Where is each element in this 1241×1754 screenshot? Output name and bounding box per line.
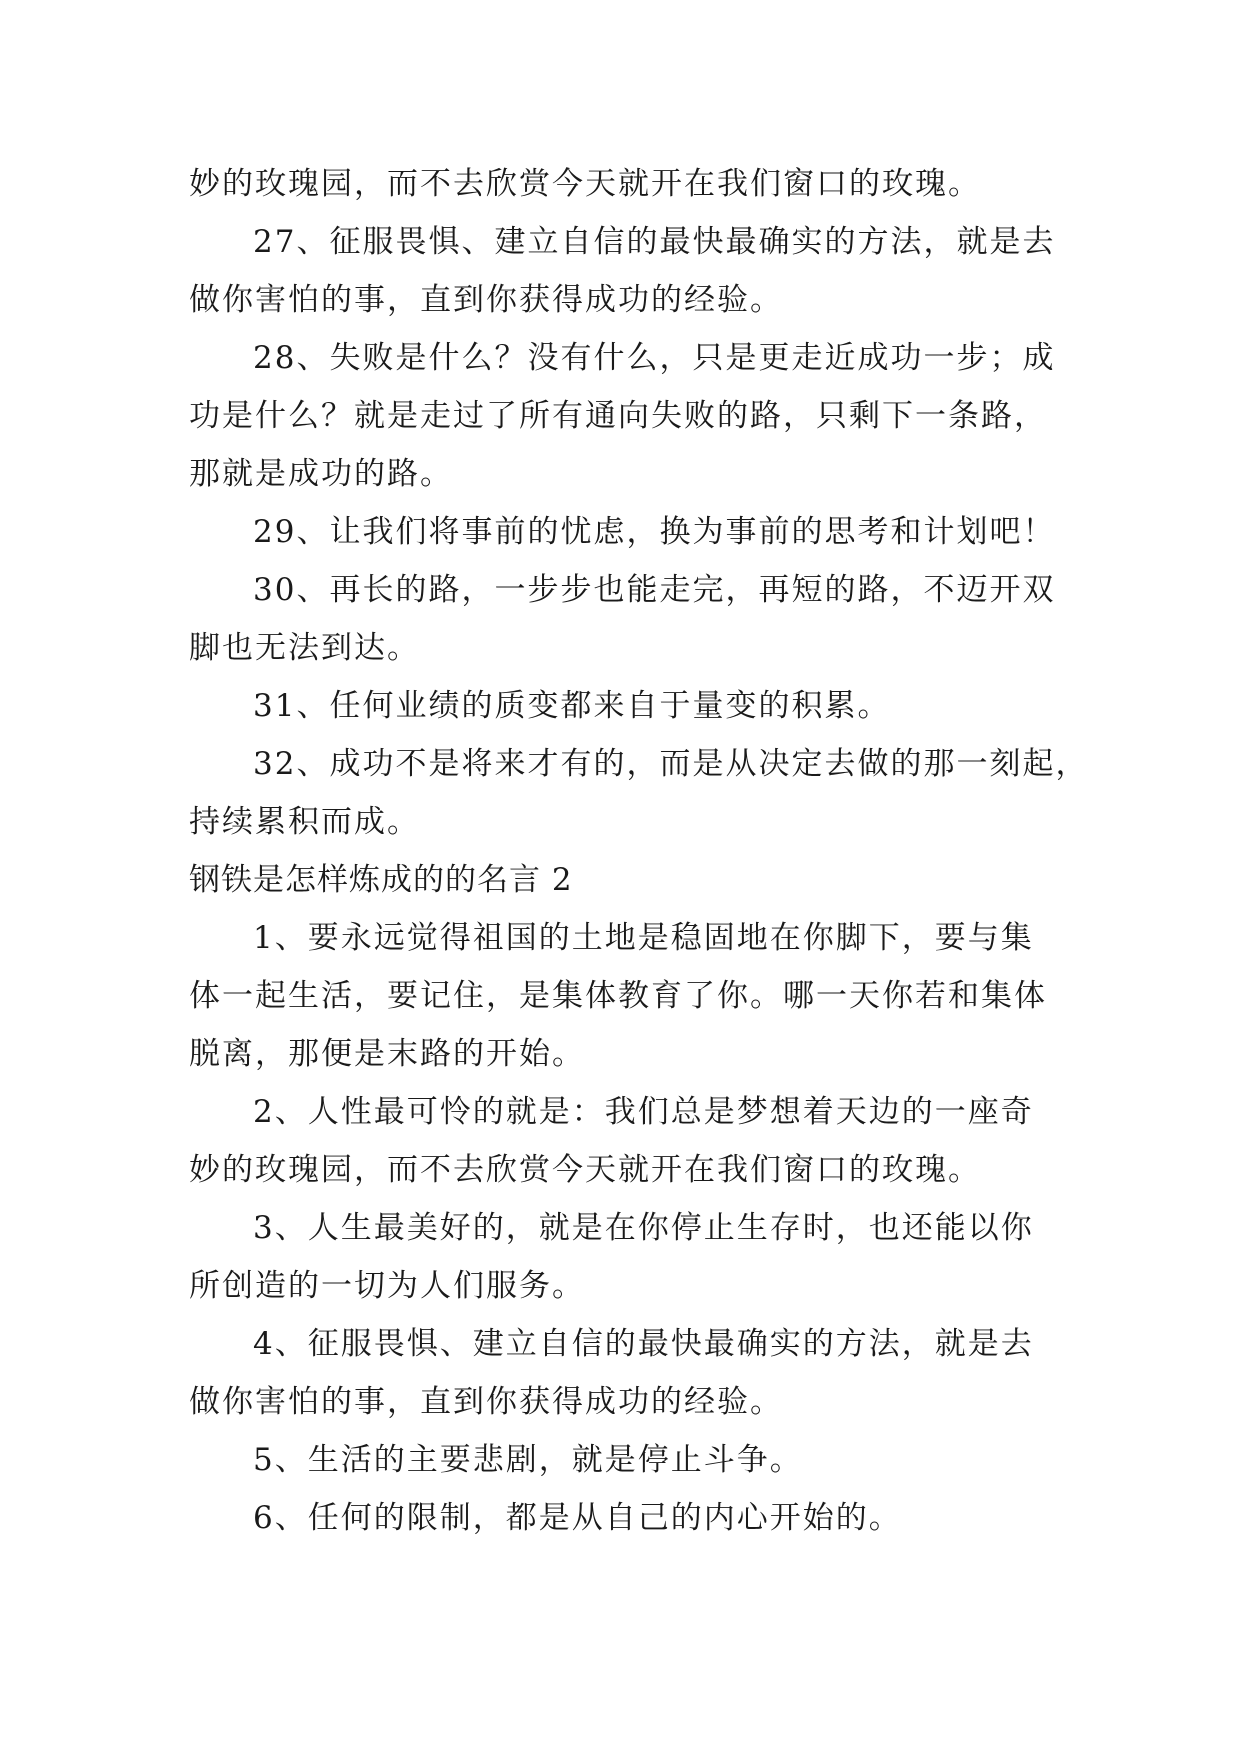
text-line: 28、失败是什么？没有什么，只是更走近成功一步；成 [253, 340, 1056, 376]
text-line: 脚也无法到达。 [189, 630, 420, 666]
text-line: 27、征服畏惧、建立自信的最快最确实的方法，就是去 [253, 224, 1056, 260]
text-line: 持续累积而成。 [189, 804, 420, 840]
text-line: 所创造的一切为人们服务。 [189, 1268, 585, 1304]
text-line: 30、再长的路，一步步也能走完，再短的路，不迈开双 [253, 572, 1056, 608]
text-line: 功是什么？就是走过了所有通向失败的路，只剩下一条路， [189, 398, 1047, 434]
text-line: 31、任何业绩的质变都来自于量变的积累。 [253, 688, 891, 724]
text-line: 6、任何的限制，都是从自己的内心开始的。 [253, 1500, 902, 1536]
text-line: 脱离，那便是末路的开始。 [189, 1036, 585, 1072]
text-line: 4、征服畏惧、建立自信的最快最确实的方法，就是去 [253, 1326, 1034, 1362]
text-line: 1、要永远觉得祖国的土地是稳固地在你脚下，要与集 [253, 920, 1034, 956]
text-line: 体一起生活，要记住，是集体教育了你。哪一天你若和集体 [189, 978, 1047, 1014]
text-line: 5、生活的主要悲剧，就是停止斗争。 [253, 1442, 803, 1478]
text-line: 做你害怕的事，直到你获得成功的经验。 [189, 282, 783, 318]
text-line: 29、让我们将事前的忧虑，换为事前的思考和计划吧！ [253, 514, 1056, 550]
text-line: 做你害怕的事，直到你获得成功的经验。 [189, 1384, 783, 1420]
section-heading: 钢铁是怎样炼成的的名言 2 [189, 862, 573, 898]
text-line: 32、成功不是将来才有的，而是从决定去做的那一刻起， [253, 746, 1089, 782]
text-line: 妙的玫瑰园，而不去欣赏今天就开在我们窗口的玫瑰。 [189, 1152, 981, 1188]
text-line: 那就是成功的路。 [189, 456, 453, 492]
text-line: 3、人生最美好的，就是在你停止生存时，也还能以你 [253, 1210, 1034, 1246]
text-line: 2、人性最可怜的就是：我们总是梦想着天边的一座奇 [253, 1094, 1034, 1130]
text-line: 妙的玫瑰园，而不去欣赏今天就开在我们窗口的玫瑰。 [189, 166, 981, 202]
